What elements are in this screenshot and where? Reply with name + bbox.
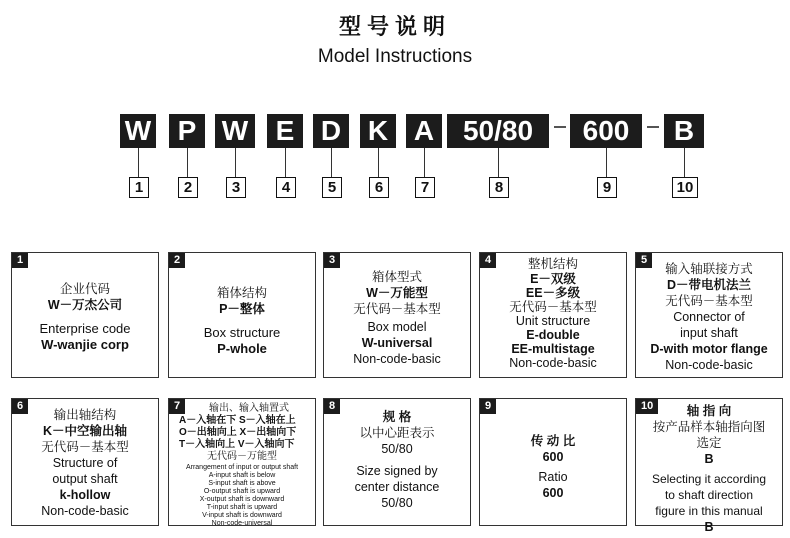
code-segment: B	[664, 114, 704, 148]
card-number: 2	[169, 253, 185, 268]
card-line: 无代码－万能型	[207, 451, 277, 462]
card-10	[635, 398, 783, 534]
card-line: 输入轴联接方式	[665, 262, 753, 276]
card-line: k-hollow	[59, 488, 111, 502]
code-segment: W	[215, 114, 255, 148]
card-line: W-universal	[361, 336, 433, 350]
card-line: Arrangement of input or output shaft	[185, 464, 299, 471]
card-line: B	[704, 520, 714, 534]
card-line: 规 格	[382, 410, 412, 424]
connector-line	[378, 148, 379, 177]
card-line: E-double	[526, 328, 580, 342]
card-1	[11, 252, 159, 378]
card-line: 输出、输入轴置式	[209, 403, 289, 414]
card-line: A－入轴在下 S－入轴在上	[179, 415, 296, 426]
card-line: Box model	[367, 320, 427, 334]
number-box: 7	[415, 177, 435, 198]
card-line: 50/80	[381, 496, 413, 510]
code-dash	[554, 126, 566, 128]
card-line: 无代码－基本型	[665, 294, 753, 308]
card-line: K－中空输出轴	[42, 424, 128, 438]
connector-line	[235, 148, 236, 177]
card-line: O－出轴向上 X－出轴向下	[179, 427, 297, 438]
code-segment: 600	[570, 114, 642, 148]
card-number: 4	[480, 253, 496, 268]
number-box: 6	[369, 177, 389, 198]
card-line: Ratio	[538, 470, 568, 484]
card-number: 7	[169, 399, 185, 414]
model-code-row	[0, 114, 790, 148]
card-line: 输出轴结构	[53, 408, 117, 422]
card-line: figure in this manual	[655, 504, 763, 518]
connector-line	[684, 148, 685, 177]
card-number: 8	[324, 399, 340, 414]
code-segment: A	[406, 114, 442, 148]
card-number: 5	[636, 253, 652, 268]
card-line: input shaft	[680, 326, 738, 340]
card-line: 600	[542, 486, 564, 500]
card-6	[11, 398, 159, 526]
connector-line	[138, 148, 139, 177]
card-number: 6	[12, 399, 28, 414]
card-line: S-input shaft is above	[208, 480, 276, 487]
number-box: 4	[276, 177, 296, 198]
card-line: Non-code-universal	[211, 520, 273, 527]
card-4	[479, 252, 627, 378]
card-line: EE-multistage	[511, 342, 595, 356]
card-number: 10	[636, 399, 658, 414]
card-line: Non-code-basic	[509, 356, 597, 370]
card-line: 箱体型式	[371, 270, 422, 284]
code-dash	[647, 126, 659, 128]
card-line: Size signed by	[356, 464, 438, 478]
code-segment: E	[267, 114, 303, 148]
card-line: Structure of	[52, 456, 118, 470]
card-line: 箱体结构	[216, 286, 267, 300]
card-number: 3	[324, 253, 340, 268]
page-title-cn: 型号说明	[338, 14, 451, 39]
card-line: 整机结构	[527, 257, 578, 271]
card-line: P－整体	[219, 302, 265, 316]
connector-line	[285, 148, 286, 177]
page-title-en: Model Instructions	[317, 46, 473, 67]
card-line: center distance	[354, 480, 440, 494]
card-line: A-input shaft is below	[208, 472, 276, 479]
card-line: O-output shaft is upward	[203, 488, 281, 495]
card-line: T－入轴向上 V－入轴向下	[179, 439, 295, 450]
card-5	[635, 252, 783, 378]
card-line: T-input shaft is upward	[206, 504, 278, 511]
card-number: 9	[480, 399, 496, 414]
code-segment: P	[169, 114, 205, 148]
card-line: E－双级	[530, 272, 576, 286]
code-segment: W	[120, 114, 156, 148]
connector-line	[331, 148, 332, 177]
card-line: 无代码－基本型	[41, 440, 129, 454]
card-7	[168, 398, 316, 526]
connector-line	[187, 148, 188, 177]
card-line: Box structure	[203, 325, 281, 340]
card-line: to shaft direction	[664, 488, 754, 502]
card-line: D－带电机法兰	[666, 278, 752, 292]
card-line: V-input shaft is downward	[202, 512, 282, 519]
card-line: 以中心距表示	[359, 426, 435, 440]
card-line: Connector of	[673, 310, 745, 324]
card-line: B	[704, 452, 714, 466]
card-line: 传 动 比	[530, 434, 576, 448]
number-box: 8	[489, 177, 509, 198]
card-line: X-output shaft is downward	[199, 496, 285, 503]
card-line: Non-code-basic	[41, 504, 129, 518]
card-line: EE－多级	[525, 286, 581, 300]
number-box: 2	[178, 177, 198, 198]
card-line: W-wanjie corp	[41, 337, 129, 352]
card-line: Non-code-basic	[353, 352, 441, 366]
connector-line	[606, 148, 607, 177]
code-segment: K	[360, 114, 396, 148]
card-line: 无代码－基本型	[509, 300, 597, 314]
card-9	[479, 398, 627, 526]
card-line: P-whole	[217, 341, 267, 356]
card-line: W－万杰公司	[47, 298, 123, 312]
card-line: Selecting it according	[651, 472, 767, 486]
card-line: W－万能型	[366, 286, 428, 300]
card-line: 按产品样本轴指向图	[652, 420, 766, 434]
card-line: Non-code-basic	[665, 358, 753, 372]
card-number: 1	[12, 253, 28, 268]
card-line: Enterprise code	[39, 321, 131, 336]
number-box: 10	[672, 177, 698, 198]
code-segment: 50/80	[447, 114, 549, 148]
card-line: output shaft	[52, 472, 118, 486]
card-line: 选定	[696, 436, 722, 450]
card-line: 50/80	[381, 442, 413, 456]
card-line: 企业代码	[59, 282, 110, 296]
card-2	[168, 252, 316, 378]
connector-line	[424, 148, 425, 177]
card-line: 600	[542, 450, 564, 464]
card-line: 无代码－基本型	[353, 302, 441, 316]
code-segment: D	[313, 114, 349, 148]
card-line: Unit structure	[515, 314, 591, 328]
card-line: D-with motor flange	[650, 342, 768, 356]
card-8	[323, 398, 471, 526]
number-box: 9	[597, 177, 617, 198]
number-box: 1	[129, 177, 149, 198]
number-box: 5	[322, 177, 342, 198]
card-line: 轴 指 向	[686, 404, 732, 418]
card-3	[323, 252, 471, 378]
connector-line	[498, 148, 499, 177]
number-box: 3	[226, 177, 246, 198]
